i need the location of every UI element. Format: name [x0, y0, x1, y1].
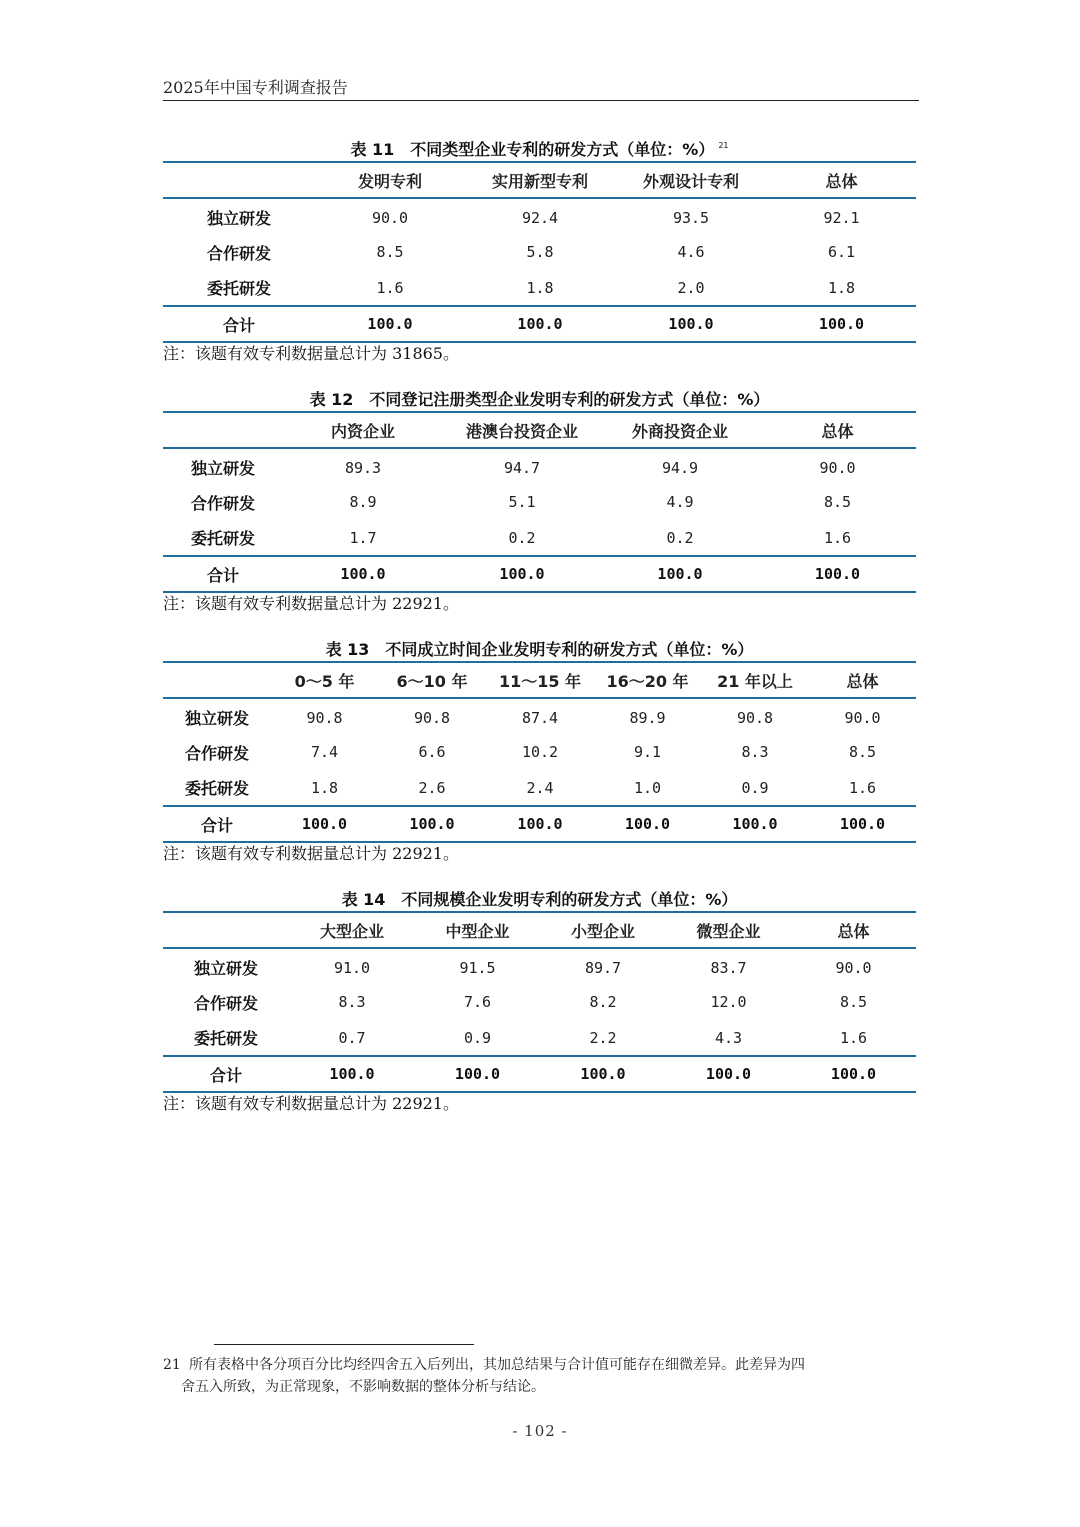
column-header: 6～10 年 [378, 662, 486, 698]
row-label: 合计 [163, 306, 315, 342]
table-cell: 90.8 [736, 708, 774, 727]
table-cell: 4.9 [666, 493, 694, 511]
table-cell: 100.0 [283, 556, 443, 592]
table-cell: 94.7 [503, 458, 541, 477]
data-table [163, 661, 916, 843]
data-table [163, 411, 916, 593]
table-cell: 91.0 [333, 958, 371, 977]
table-cell: 2.4 [526, 778, 554, 797]
table-cell: 90.8 [413, 708, 451, 727]
table-row [163, 270, 916, 306]
table-cell: 100.0 [594, 806, 701, 842]
table-cell: 5.8 [526, 243, 554, 261]
table-caption-text: 表 12 不同登记注册类型企业发明专利的研发方式（单位：%） [309, 390, 770, 409]
table-caption-text: 表 14 不同规模企业发明专利的研发方式（单位：%） [341, 890, 738, 909]
table-cell: 100.0 [615, 306, 767, 342]
page-number: - 102 - [512, 1422, 568, 1440]
table-cell: 83.7 [710, 958, 747, 977]
table-cell: 100.0 [601, 556, 759, 592]
table-note: 注：该题有效专利数据量总计为 22921。 [163, 594, 459, 613]
table-row [163, 698, 916, 734]
column-header: 小型企业 [540, 912, 666, 948]
table-cell: 100.0 [415, 1056, 540, 1092]
table-cell: 8.3 [338, 993, 366, 1011]
table-cell: 100.0 [791, 1056, 916, 1092]
table-total-row [163, 556, 916, 592]
footnote [163, 1354, 913, 1398]
table-header-row [163, 162, 916, 198]
row-label: 合计 [163, 556, 283, 592]
table-row [163, 484, 916, 520]
table-cell: 8.9 [349, 493, 377, 511]
table-cell: 90.0 [371, 208, 409, 227]
table-row [163, 198, 916, 234]
table-header-row [163, 662, 916, 698]
footnote-separator [214, 1344, 474, 1345]
table-cell: 4.3 [714, 1028, 743, 1047]
table-cell: 100.0 [701, 806, 809, 842]
table-cell: 1.8 [526, 278, 554, 297]
table-cell: 1.8 [827, 278, 856, 297]
table-cell: 100.0 [666, 1056, 791, 1092]
table-cell: 4.6 [677, 243, 705, 261]
table-cell: 89.3 [344, 458, 382, 477]
row-label: 合计 [163, 1056, 289, 1092]
table-cell: 6.1 [827, 243, 856, 261]
column-header: 0～5 年 [271, 662, 378, 698]
table-cell: 89.7 [584, 958, 622, 977]
table-cell: 90.0 [835, 958, 872, 977]
column-header: 16～20 年 [594, 662, 701, 698]
table-note: 注：该题有效专利数据量总计为 31865。 [163, 344, 459, 363]
table-11-block [163, 139, 916, 365]
row-label: 独立研发 [184, 709, 249, 728]
row-label: 合作研发 [184, 743, 249, 763]
column-header: 总体 [791, 912, 916, 948]
table-cell: 8.5 [839, 993, 868, 1011]
row-label: 合作研发 [193, 993, 258, 1013]
column-header: 总体 [759, 412, 916, 448]
table-cell: 90.8 [306, 708, 343, 727]
column-header [163, 162, 315, 198]
table-cell: 100.0 [443, 556, 601, 592]
table-cell: 91.5 [459, 958, 496, 977]
table-cell: 9.1 [633, 743, 662, 761]
table-cell: 5.1 [508, 493, 536, 511]
table-cell: 89.9 [629, 708, 666, 727]
column-header: 总体 [767, 162, 916, 198]
column-header: 发明专利 [315, 162, 465, 198]
row-label: 独立研发 [193, 959, 258, 978]
table-cell: 100.0 [759, 556, 916, 592]
table-row [163, 948, 916, 984]
row-label: 独立研发 [190, 459, 255, 478]
table-cell: 100.0 [271, 806, 378, 842]
table-row [163, 1020, 916, 1056]
table-cell: 100.0 [289, 1056, 415, 1092]
table-cell: 100.0 [540, 1056, 666, 1092]
table-total-row [163, 306, 916, 342]
table-cell: 0.9 [463, 1028, 492, 1047]
table-header-row [163, 912, 916, 948]
table-12-block [163, 389, 916, 615]
row-label: 合计 [163, 806, 271, 842]
table-row [163, 734, 916, 770]
table-cell: 1.7 [349, 528, 377, 547]
table-cell: 93.5 [672, 208, 710, 227]
column-header: 微型企业 [666, 912, 791, 948]
table-cell: 1.6 [823, 528, 852, 547]
table-cell: 8.5 [376, 243, 404, 261]
table-header-row [163, 412, 916, 448]
table-cell: 90.0 [819, 458, 856, 477]
table-cell: 6.6 [418, 743, 446, 761]
footnote-number: 21 [163, 1357, 181, 1373]
table-cell: 1.6 [848, 778, 877, 797]
table-cell: 90.0 [844, 708, 881, 727]
column-header: 外商投资企业 [601, 412, 759, 448]
table-cell: 10.2 [521, 743, 559, 761]
table-cell: 8.5 [848, 743, 877, 761]
running-header: 2025年中国专利调查报告 [163, 77, 919, 101]
row-label: 合作研发 [190, 493, 255, 513]
column-header: 总体 [809, 662, 916, 698]
column-header: 外观设计专利 [615, 162, 767, 198]
table-cell: 100.0 [809, 806, 916, 842]
table-row [163, 520, 916, 556]
table-caption [163, 889, 916, 911]
row-label: 合作研发 [206, 243, 271, 263]
column-header [163, 412, 283, 448]
table-cell: 100.0 [315, 306, 465, 342]
column-header: 港澳台投资企业 [443, 412, 601, 448]
data-table [163, 911, 916, 1093]
table-13-block [163, 639, 916, 865]
column-header [163, 662, 271, 698]
table-cell: 92.1 [823, 208, 860, 227]
table-caption-text: 表 13 不同成立时间企业发明专利的研发方式（单位：%） [325, 640, 754, 659]
table-cell: 8.2 [589, 993, 617, 1011]
table-row [163, 770, 916, 806]
table-cell: 0.9 [741, 778, 769, 797]
table-cell: 0.7 [338, 1028, 366, 1047]
table-total-row [163, 1056, 916, 1092]
column-header: 大型企业 [289, 912, 415, 948]
table-cell: 100.0 [486, 806, 594, 842]
table-cell: 7.6 [463, 993, 492, 1011]
table-cell: 2.0 [677, 278, 705, 297]
table-cell: 1.6 [839, 1028, 868, 1047]
column-header: 内资企业 [283, 412, 443, 448]
table-caption [163, 139, 916, 161]
table-caption-text: 表 11 不同类型企业专利的研发方式（单位：%） [350, 140, 715, 159]
data-table [163, 161, 916, 343]
footnote-reference[interactable]: 21 [718, 141, 729, 150]
table-cell: 8.5 [823, 493, 852, 511]
column-header: 11～15 年 [486, 662, 594, 698]
table-cell: 100.0 [378, 806, 486, 842]
table-cell: 87.4 [521, 708, 559, 727]
table-cell: 92.4 [521, 208, 559, 227]
column-header: 中型企业 [415, 912, 540, 948]
table-cell: 1.0 [633, 778, 662, 797]
table-cell: 8.3 [741, 743, 769, 761]
table-caption [163, 639, 916, 661]
table-row [163, 234, 916, 270]
footnote-line [163, 1354, 913, 1376]
table-row [163, 984, 916, 1020]
row-label: 独立研发 [206, 209, 271, 228]
table-14-block [163, 889, 916, 1115]
row-label: 委托研发 [184, 779, 249, 798]
table-cell: 0.2 [666, 528, 694, 547]
column-header [163, 912, 289, 948]
footnote-text-continued: 舍五入所致，为正常现象，不影响数据的整体分析与结论。 [181, 1379, 545, 1395]
table-cell: 7.4 [310, 743, 339, 761]
table-row [163, 448, 916, 484]
table-cell: 2.6 [418, 778, 446, 797]
column-header: 21 年以上 [701, 662, 809, 698]
row-label: 委托研发 [190, 529, 255, 548]
footnote-text: 所有表格中各分项百分比均经四舍五入后列出，其加总结果与合计值可能存在细微差异。此差异为四 [189, 1357, 805, 1373]
table-note: 注：该题有效专利数据量总计为 22921。 [163, 844, 459, 863]
table-cell: 100.0 [767, 306, 916, 342]
table-cell: 1.6 [376, 278, 404, 297]
table-cell: 0.2 [508, 528, 536, 547]
table-cell: 1.8 [310, 778, 339, 797]
table-caption [163, 389, 916, 411]
table-total-row [163, 806, 916, 842]
table-cell: 12.0 [710, 993, 747, 1011]
table-note: 注：该题有效专利数据量总计为 22921。 [163, 1094, 459, 1113]
table-cell: 2.2 [589, 1028, 617, 1047]
table-cell: 94.9 [661, 458, 699, 477]
row-label: 委托研发 [206, 279, 271, 298]
column-header: 实用新型专利 [465, 162, 615, 198]
table-cell: 100.0 [465, 306, 615, 342]
row-label: 委托研发 [193, 1029, 258, 1048]
